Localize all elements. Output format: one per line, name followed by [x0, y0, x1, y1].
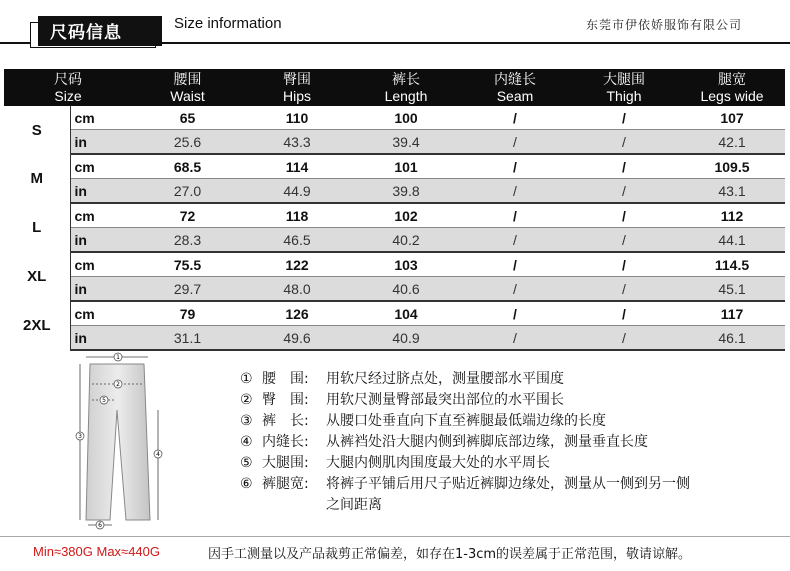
- table-row-in: [4, 277, 785, 302]
- marker-6: 6: [98, 522, 102, 529]
- size-table: [4, 69, 785, 351]
- cell-seam: /: [461, 228, 569, 253]
- marker-2: 2: [116, 381, 120, 388]
- cell-thigh: /: [569, 154, 679, 179]
- cell-waist: 29.7: [132, 277, 243, 302]
- footer-rule: [0, 536, 790, 537]
- cell-legs-wide: 117: [679, 301, 785, 326]
- table-row-in: [4, 326, 785, 351]
- header-hips: 臀围 Hips: [243, 69, 351, 106]
- cell-legs-wide: 43.1: [679, 179, 785, 204]
- cell-legs-wide: 45.1: [679, 277, 785, 302]
- cell-length: 104: [351, 301, 461, 326]
- cell-seam: /: [461, 301, 569, 326]
- cell-seam: /: [461, 277, 569, 302]
- header-legs-wide: 腿宽 Legs wide: [679, 69, 785, 106]
- unit-label: cm: [70, 301, 132, 326]
- header-size: 尺码 Size: [4, 69, 132, 106]
- company-name: 东莞市伊依娇服饰有限公司: [585, 18, 742, 32]
- cell-hips: 46.5: [243, 228, 351, 253]
- table-row-in: [4, 130, 785, 155]
- cell-legs-wide: 46.1: [679, 326, 785, 351]
- cell-hips: 110: [243, 106, 351, 130]
- cell-waist: 75.5: [132, 252, 243, 277]
- unit-label: cm: [70, 154, 132, 179]
- cell-length: 100: [351, 106, 461, 130]
- cell-waist: 25.6: [132, 130, 243, 155]
- marker-1: 1: [116, 354, 120, 361]
- cell-length: 103: [351, 252, 461, 277]
- cell-legs-wide: 114.5: [679, 252, 785, 277]
- unit-label: in: [70, 228, 132, 253]
- cell-legs-wide: 112: [679, 203, 785, 228]
- cell-legs-wide: 44.1: [679, 228, 785, 253]
- cell-hips: 126: [243, 301, 351, 326]
- cell-length: 40.9: [351, 326, 461, 351]
- pants-diagram: [66, 350, 176, 530]
- size-label: XL: [4, 252, 70, 301]
- note-hips: ② 臀 围: 用软尺测量臀部最突出部位的水平围长: [240, 392, 564, 408]
- cell-waist: 27.0: [132, 179, 243, 204]
- unit-label: in: [70, 130, 132, 155]
- note-seam: ④ 内缝长: 从裤裆处沿大腿内侧到裤脚底部边缘，测量垂直长度: [240, 434, 648, 450]
- cell-legs-wide: 107: [679, 106, 785, 130]
- cell-thigh: /: [569, 326, 679, 351]
- cell-seam: /: [461, 154, 569, 179]
- cell-thigh: /: [569, 252, 679, 277]
- table-row-cm: [4, 106, 785, 130]
- cell-hips: 49.6: [243, 326, 351, 351]
- page-subtitle: Size information: [174, 15, 282, 32]
- marker-5: 5: [102, 397, 106, 404]
- cell-seam: /: [461, 179, 569, 204]
- cell-hips: 118: [243, 203, 351, 228]
- cell-legs-wide: 42.1: [679, 130, 785, 155]
- cell-hips: 114: [243, 154, 351, 179]
- table-header-row: [4, 69, 785, 106]
- cell-length: 39.4: [351, 130, 461, 155]
- cell-thigh: /: [569, 277, 679, 302]
- cell-length: 40.2: [351, 228, 461, 253]
- measurement-disclaimer: 因手工测量以及产品裁剪正常偏差，如存在1-3cm的误差属于正常范围，敬请谅解。: [208, 547, 692, 562]
- cell-thigh: /: [569, 130, 679, 155]
- cell-seam: /: [461, 326, 569, 351]
- cell-seam: /: [461, 252, 569, 277]
- table-row-cm: [4, 301, 785, 326]
- note-thigh: ⑤ 大腿围: 大腿内侧肌肉围度最大处的水平周长: [240, 455, 550, 471]
- header-thigh: 大腿围 Thigh: [569, 69, 679, 106]
- note-legs-wide-continuation: 之间距离: [326, 497, 382, 513]
- size-label: L: [4, 203, 70, 252]
- cell-waist: 31.1: [132, 326, 243, 351]
- table-row-cm: [4, 252, 785, 277]
- page-title: 尺码信息: [50, 23, 122, 43]
- cell-hips: 122: [243, 252, 351, 277]
- cell-seam: /: [461, 203, 569, 228]
- cell-length: 102: [351, 203, 461, 228]
- cell-legs-wide: 109.5: [679, 154, 785, 179]
- cell-thigh: /: [569, 301, 679, 326]
- unit-label: in: [70, 277, 132, 302]
- cell-length: 101: [351, 154, 461, 179]
- measurement-notes: [240, 369, 690, 516]
- weight-range: Min≈380G Max≈440G: [33, 544, 160, 559]
- cell-length: 40.6: [351, 277, 461, 302]
- cell-waist: 68.5: [132, 154, 243, 179]
- table-row-in: [4, 179, 785, 204]
- table-row-cm: [4, 154, 785, 179]
- note-length: ③ 裤 长: 从腰口处垂直向下直至裤腿最低端边缘的长度: [240, 413, 606, 429]
- marker-4: 4: [156, 451, 160, 458]
- unit-label: in: [70, 179, 132, 204]
- cell-waist: 65: [132, 106, 243, 130]
- header-length: 裤长 Length: [351, 69, 461, 106]
- cell-waist: 72: [132, 203, 243, 228]
- cell-waist: 28.3: [132, 228, 243, 253]
- size-label: M: [4, 154, 70, 203]
- cell-hips: 43.3: [243, 130, 351, 155]
- marker-3: 3: [78, 433, 82, 440]
- note-waist: ① 腰 围: 用软尺经过脐点处，测量腰部水平围度: [240, 371, 564, 387]
- unit-label: cm: [70, 252, 132, 277]
- page-header: [0, 0, 790, 50]
- cell-hips: 44.9: [243, 179, 351, 204]
- cell-thigh: /: [569, 179, 679, 204]
- cell-hips: 48.0: [243, 277, 351, 302]
- cell-thigh: /: [569, 228, 679, 253]
- cell-seam: /: [461, 130, 569, 155]
- table-row-cm: [4, 203, 785, 228]
- cell-waist: 79: [132, 301, 243, 326]
- cell-seam: /: [461, 106, 569, 130]
- cell-thigh: /: [569, 203, 679, 228]
- cell-length: 39.8: [351, 179, 461, 204]
- cell-thigh: /: [569, 106, 679, 130]
- unit-label: cm: [70, 106, 132, 130]
- size-label: 2XL: [4, 301, 70, 350]
- note-legs-wide: ⑥ 裤腿宽: 将裤子平铺后用尺子贴近裤脚边缘处，测量从一侧到另一侧: [240, 476, 690, 492]
- size-label: S: [4, 106, 70, 154]
- header-seam: 内缝长 Seam: [461, 69, 569, 106]
- unit-label: cm: [70, 203, 132, 228]
- unit-label: in: [70, 326, 132, 351]
- header-waist: 腰围 Waist: [132, 69, 243, 106]
- table-row-in: [4, 228, 785, 253]
